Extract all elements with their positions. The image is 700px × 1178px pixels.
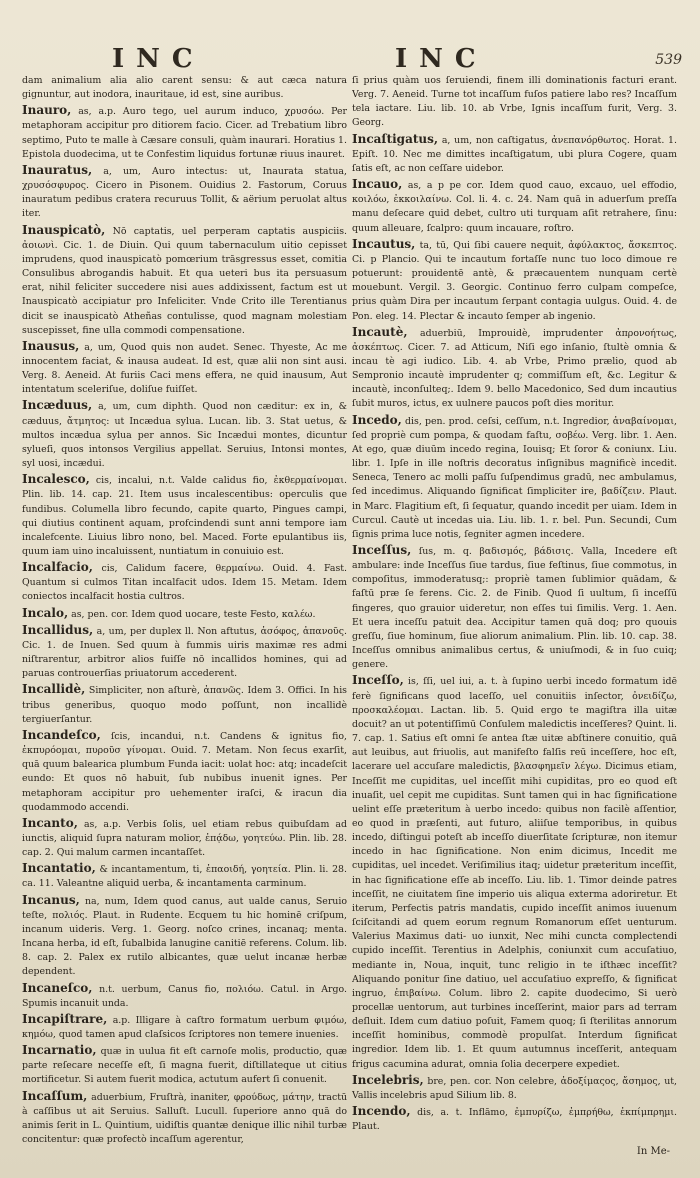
entry-headword: Incarnatio, xyxy=(22,1043,97,1058)
entry-headword: Incautus, xyxy=(352,236,416,251)
entry-text: as, a.p. Verbis ſolis, uel etiam rebus quibuſdam ad iunctis, aliquid ſupra naturam molior, ἐπᾴδω, γοητεύω. Plin. lib. 28. cap. 2. Qui malum carmen incantaſſet. xyxy=(22,818,347,859)
entry-headword: Incæduus, xyxy=(22,398,93,413)
entry-headword: Inauspicatò, xyxy=(22,222,106,237)
entry-text: a, um, cum diphth. Quod non cæditur: ex in, & cæduus, ἄτμητος: ut Incædua sylua. Lucan. lib. 3. Stat uetus, & multos incædua sylua per annos. Sic Incædui montes, dicuntur sylueſi, quos intonsos Vergilius appellat. Seruius, Intonsi montes, syl uosi, incædui. xyxy=(22,401,347,470)
entry-headword: Incanus, xyxy=(22,892,80,907)
entry-text: Nō captatis, uel perperam captatis auspiciis. ἀοιωνὶ. Cic. 1. de Diuin. Qui quum tabernaculum uitio cepisset imprudens, quod inauspicatò pomœrium trāsgressus esset, comitia Consulibus abrogandis habuit. Et qua ueteri bus ita persuasum erat, nihil feliciter succedere nisi aues addixissent, factum est ut Inauspicatò accipiatur pro Infeliciter. Vnde Crito ille Terentianus dicit se inauspicatò Atheñas contulisse, quod magnam molestiam suscepisset, fine ulla commodi compensatione. xyxy=(22,225,347,336)
entry-text: aduerbiū, Improuidè, imprudenter ἀπρονοήτως, ἀσκέπτως. Cicer. 7. ad Atticum, Niſi ego inſanio, ſtultè omnia & incau tè agi iudico. Lib. 4. ab Vrbe, Primo prælio, quod ab Sempronio incautè imprudenter q; commiſſum eſt, &c. Legitur & incautè, inconſulteq;. Idem 9. bello Macedonico, Sed dum incautius ſubit muros, ictus, ex uulnere paucos poſt dies moritur. xyxy=(352,327,677,410)
dictionary-entry xyxy=(22,1043,347,1087)
dictionary-entry xyxy=(22,981,347,1011)
entry-headword: Incanto, xyxy=(22,815,78,830)
dictionary-entry xyxy=(352,543,677,672)
entry-headword: Incendo, xyxy=(352,1104,411,1119)
dictionary-entry xyxy=(22,682,347,726)
dictionary-entry xyxy=(22,1089,347,1148)
entry-text: dis, a. t. Inflāmo, ἐμπυρίζω, ἐμπρήθω, ἐκπίμπρημι. Plaut. xyxy=(352,1107,677,1133)
entry-headword: Incantatio, xyxy=(22,861,96,876)
entry-text: & incantamentum, ti, ἐπαοιδή, γοητεία. Plin. li. 28. ca. 11. Valeantne aliquid uerba, & incantamenta carminum. xyxy=(22,864,347,890)
dictionary-entry xyxy=(352,132,677,176)
right-column xyxy=(352,72,677,1168)
entry-text: cis, incalui, n.t. Valde calidus fio, ἐκθερμαίνομαι. Plin. lib. 14. cap. 21. Item usus incalescentibus: operculis que fundibus. Columella libro fecundo, capite quarto, Pingues campi, qui diutius continent aquam, profcindendi sunt anni tempore iam incalefcente. Liuius libro nono, bel. Maced. Forte epulantibus iis, quum iam uino incaluissent, nuntiatum in conuiuio est. xyxy=(22,475,347,557)
dictionary-entry xyxy=(22,816,347,860)
entry-headword: Incalfacio, xyxy=(22,560,93,575)
dictionary-entry xyxy=(352,72,677,131)
entry-headword: Incandeſco, xyxy=(22,727,101,742)
entry-headword: Incallidè, xyxy=(22,682,86,697)
entry-text: a, um, non caſtigatus, ἀνεπανόρθωτος. Horat. 1. Epiſt. 10. Nec me dimittes incaſtigatum, ubi plura Cogere, quam ſatis eſt, ac non ceſſare uidebor. xyxy=(352,134,677,174)
entry-text: as, a.p. Auro tego, uel aurum induco, χρυσόω. Per metaphoram accipitur pro ditiorem facio. Cicer. ad Trebatium libro septimo, Puto te malle à Cæsare consuli, quàm inaurari. Horatius 1. Epistola duodecima, ut te Confestim liquidus fortunæ riuus inauret. xyxy=(22,106,347,160)
entry-headword: Incedo, xyxy=(352,412,402,427)
dictionary-entry xyxy=(22,223,347,338)
entry-text: aduerbium, Fruſtrà, inaniter, φρούδως, μάτην, tractū à caſſibus ut ait Seruius. Salluſt. Lucull. ſuperiore anno quā do animis ſerit in L. Quintium, uidiſtis quantæ denique illic nihil turbæ concitentur: quæ profectò incaſſum agerentur, xyxy=(22,1091,347,1146)
dictionary-entry xyxy=(22,728,347,815)
entry-text: ſi prius quàm uos ſeruiendi, finem illi dominationis facturi erant. Verg. 7. Aeneid. Turne tot incaſſum fuſos patiere labo res? Incaſſum tela iactare. Liu. lib. 10. ab Vrbe, Ignis incaſſum furit, Verg. 3. Georg. xyxy=(352,75,677,129)
dictionary-entry xyxy=(352,177,677,236)
dictionary-entry xyxy=(22,560,347,604)
entry-headword: Incalo, xyxy=(22,605,69,620)
entry-text: Simpliciter, non aſturè, ἀπανῶς. Idem 3. Offici. In his tribus generibus, quoquo modo poſſunt, non incallidè tergiuerſantur. xyxy=(22,685,347,725)
left-column xyxy=(22,72,347,1168)
entry-headword: Incautè, xyxy=(352,324,408,339)
page-number: 539 xyxy=(655,52,682,68)
dictionary-entry xyxy=(352,325,677,412)
entry-headword: Inceſſo, xyxy=(352,673,404,688)
entry-text: na, num, Idem quod canus, aut ualde canus, Seruio teſte, πολιός. Plaut. in Rudente. Ecquem tu hic hominē criſpum, incanum uideris. Verg. 1. Georg. noſco crines, incanaq; menta. Incana herba, id eſt, ſubalbida lanugine canitiē referens. Colum. lib. 8. cap. 2. Palex ex rutilo albicantes, quæ uelut incanæ herbæ dependent. xyxy=(22,895,347,978)
catchword: In Me- xyxy=(636,1146,670,1157)
entry-text: dam animalium alia alio carent sensu: & aut cæca natura gignuntur, aut inodora, inauritaue, id est, sine auribus. xyxy=(22,75,347,101)
entry-headword: Incalesco, xyxy=(22,472,90,487)
dictionary-entry xyxy=(22,398,347,471)
entry-headword: Inausus, xyxy=(22,338,80,353)
dictionary-entry xyxy=(22,163,347,222)
entry-text: as, a p pe cor. Idem quod cauo, excauo, uel effodio, κοιλόω, ἐκκοιλαίνω. Col. li. 4. c. 24. Nam quā in aduerſum preſſa manu deſecare quid debet, cultro uti turquam aſit retrahere, ſinu: quum alleuare, ſcalpro: quum incauare, roſtro. xyxy=(352,180,677,234)
dictionary-entry xyxy=(352,237,677,324)
dictionary-entry xyxy=(352,1104,677,1134)
dictionary-entry xyxy=(22,103,347,162)
dictionary-entry xyxy=(22,339,347,398)
entry-headword: Inauro, xyxy=(22,103,72,118)
dictionary-entry xyxy=(22,1012,347,1042)
entry-text: ſcis, incandui, n.t. Candens & ignitus fio, ἐκπυρόομαι, πυροῦσ γίνομαι. Ouid. 7. Metam. Non ſecus exarſit, quā quum balearica plumbum Funda iacit: uolat hoc: atq; incadeſcit eundo: Et quos nō habuit, ſub nubibus inuenit ignes. Per metaphoram accipitur pro uehementer iraſci, & iracun dia quodammodo accendi. xyxy=(22,730,347,813)
entry-headword: Incaneſco, xyxy=(22,980,93,995)
entry-headword: Incaſtigatus, xyxy=(352,131,439,146)
entry-text: a.p. Illigare à caſtro formatum uerbum φιμόω, κημόω, quod tamen apud claſsicos ſcriptores non temere inuenies. xyxy=(22,1014,347,1040)
entry-text: bre, pen. cor. Non celebre, ἀδοξίμαςος, ἄσημος, ut, Vallis incelebris apud Silium lib. 8. xyxy=(352,1075,677,1101)
entry-headword: Incauo, xyxy=(352,177,403,192)
dictionary-entry xyxy=(352,673,677,1071)
dictionary-entry xyxy=(22,606,347,622)
dictionary-entry xyxy=(22,893,347,980)
entry-text: a, um, per duplex ll. Non aftutus, ἀσόφος, ἀπανοῦς. Cic. 1. de Inuen. Sed quum à fummis uiris maximæ res admi niſtrarentur, arbitror alios fuiſſe nō incallidos homines, qui ad paruas controuerſias priuatorum accederent. xyxy=(22,625,347,680)
entry-headword: Incaſſum, xyxy=(22,1088,88,1103)
dictionary-entry xyxy=(22,623,347,682)
dictionary-entry xyxy=(352,413,677,542)
entry-text: dis, pen. prod. ceſsi, ceſſum, n.t. Ingredior, ἀναβαίνομαι, ſed propriè cum pompa, & quodam faſtu, σοβέω. Verg. libr. 1. Aen. At ego, quæ diuūm incedo regina, Iouisq; Et ſoror & coniunx. Liu. libr. 1. Ipſe in ille noſtris decoratus inſignibus magnificè incedit. Seneca, Tenero ac molli paſſu ſuſpendimus gradū, nec ambulamus, ſed incedimus. Aliquando ſignificat ſimpliciter ire, βαδίζειν. Plaut. in Marc. Flagitium eſt, ſi ſequatur, quando incedit per uiam. Idem in Curcul. Cautè ut incedas uia. Liu. lib. 1. r. bel. Pun. Secundi, Cum ſignis prima luce notis, ſegniter agmen incedere. xyxy=(352,415,677,540)
entry-text: as, pen. cor. Idem quod uocare, teste Festo, καλέω. xyxy=(71,608,316,620)
dictionary-entry xyxy=(352,1073,677,1103)
entry-text: quæ in uulua fit eſt carnoſe molis, productio, quæ parte reſecare neceſſe eſt, ſi magna fuerit, diſtillateque ut citius mortificetur. Si autem fuerit modica, actutum aufert ſi conuenit. xyxy=(22,1046,347,1086)
entry-headword: Incelebris, xyxy=(352,1072,424,1087)
entry-text: a, um, Auro intectus: ut, Inaurata statua, χρυσόσφυρος. Cicero in Pisonem. Ouidius 2. Fastorum, Coruus inauratum pedibus cratera recuruus Tollit, & aërium peruolat altus iter. xyxy=(22,165,347,220)
dictionary-entry xyxy=(22,472,347,559)
entry-headword: Incallidus, xyxy=(22,622,94,637)
entry-text: is, ſſi, uel iui, a. t. à ſupino uerbi incedo formatum idē ferè ſignificans quod laceſſo, uel conuitiis inſector, ὀνειδίζω, προσκαλέομαι. Lactan. lib. 5. Quid ergo te magiſtra illa uitæ docuit? an ut potentiſſimū Conſulem maledictis inceſſeres? Quint. li. 7. cap. 1. Satius eſt omni ſe antea ſtæ uitæ abſtinere conuitio, quā aut leuibus, aut friuolis, aut manifeſto falſis reū inceſſere, hoc eſt, lacerare uel accuſare maledictis, βλασφημεῖν λέγω. Dicimus etiam, Inceſſit me cupiditas, uel inceſſit mihi cupiditas, pro eo quod eſt inuaſit, uel cepit me cupiditas. Sunt tamen qui in hac ſignificatione uelint eſſe præteritum à uerbo incedo: quibus non facilè aſſentior, eo quod in præſenti, aut futuro, aliiſue temporibus, in quibus incedo, diſtingui poteſt ab inceſſo diuerſitate ſcripturæ, non itemur incedo in hac ſignificatione. Non enim dicimus, Incedit me cupiditas, uel incedet. Veriſimilius itaq; uidetur præteritum inceſſit, in hac ſignificatione eſſe ab inceſſo. Liu. lib. 1. Timor deinde patres inceſſit, ne ciuitatem ſine imperio uis aliqua exterma adoriretur. Et iterum, Perfectis patris mandatis, cupido inceſſit animos iuuenum ſciſcitandi ad quem eorum regnum Romanorum eſſet uenturum. Valerius Maximus dati- uo iunxit, Nec mihi cuncta complectendi cupido inceſſit. Terentius in Adelphis, coniunxit cum accuſatiuo, mediante in, Noua, inquit, tunc religio in te iſthæc inceſſit? Aliquando ponitur ſine datiuo, uel accuſatiuo expreſſo, & ſignificat ingruo, ἐπιβαίνω. Colum. libro 2. capite duodecimo, Si uerò procellæ uentorum, aut turbines inceſſerint, maior pars ad terram deſluit. Idem cum datiuo poſuit, Famem quoq; ſi ſterilitas annorum inceſſit hominibus, commodè propulſat. Interdum ſignificat ingredior. Idem lib. 1. Et quum autumnus inceſſerit, antequam frigus cacumina adurat, omnia ſolia decerpere expediet. xyxy=(352,676,677,1070)
entry-text: n.t. uerbum, Canus fio, πολιόω. Catul. in Argo. Spumis incanuit unda. xyxy=(22,983,347,1009)
entry-text: cis, Calidum facere, θερμαίνω. Ouid. 4. Fast. Quantum si culmos Titan incalfacit udos. Idem 15. Metam. Idem coniectos incalfacit hostia cultros. xyxy=(22,563,347,603)
entry-headword: Inauratus, xyxy=(22,162,93,177)
entry-text: ta, tū, Qui ſibi cauere nequit, ἀφύλακτος, ἄσκεπτος. Ci. p Plancio. Qui te incautum fortaſſe nunc tuo loco dimoue re potuerunt: prouidentē antè, & præcauentem nunquam certè mouebunt. Vergil. 3. Georgic. Continuo ferro culpam compeſce, prius quàm Dira per incautum ſerpant contagia uulgus. Ouid. 4. de Pon. eleg. 14. Plectar & incauto ſemper ab ingenio. xyxy=(352,239,677,322)
dictionary-entry xyxy=(22,72,347,102)
entry-text: a, um, Quod quis non audet. Senec. Thyeste, Ac me innocentem faciat, & inausa audeat. Id est, quæ alii non sint ausi. Verg. 8. Aeneid. At furiis Caci mens effera, ne quid inausum, Aut intentatum sceleriſue, doliſue fuiſſet. xyxy=(22,341,347,396)
dictionary-entry xyxy=(22,861,347,891)
header-left-guideword: INC xyxy=(112,44,205,74)
entry-headword: Incapiſtrare, xyxy=(22,1011,108,1026)
entry-text: ſus, m. q. βαδισμός, βάδισις. Valla, Incedere eſt ambulare: inde Inceſſus ſiue tardus, ſiue feſtinus, ſiue commotus, in compoſitus, immoderatusq;: propriè tamen ſublimior quādam, & faſtū præ ſe ferens. Cic. 2. de Finib. Quod ſi uultum, ſi inceſſū fingeres, quo grauior uideretur, non eſſes tui ſimilis. Verg. 1. Aen. Et uera inceſſu patuit dea. Accipitur tamen quā doq; pro quouis greſſu, ſiue hominum, ſiue aliorum animalium. Plin. lib. 10. cap. 38. Inceſſus omnibus animalibus certus, & uniuſmodi, & in ſuo cuiq; genere. xyxy=(352,546,677,671)
header-right-guideword: INC xyxy=(395,44,488,74)
entry-headword: Inceſſus, xyxy=(352,543,412,557)
